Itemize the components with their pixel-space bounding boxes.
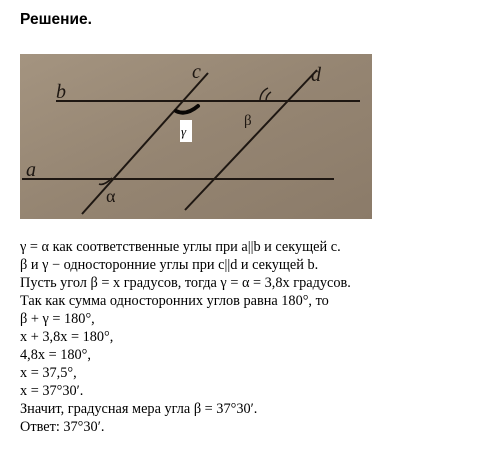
solution-line: x = 37°30′. xyxy=(20,383,84,399)
angle-beta-label: β xyxy=(244,113,252,129)
line-a-label: a xyxy=(26,159,36,181)
parallel-lines-diagram xyxy=(20,54,372,219)
line-b-label: b xyxy=(56,81,66,103)
solution-line: β и γ − односторонние углы при c||d и секущей b. xyxy=(20,257,319,273)
solution-line: 4,8x = 180°, xyxy=(20,347,91,363)
line-c-label: c xyxy=(192,61,201,83)
solution-heading: Решение. xyxy=(20,11,92,28)
solution-line: Так как сумма односторонних углов равна 180°, то xyxy=(20,293,329,309)
geometry-figure xyxy=(20,54,372,219)
answer-line: Ответ: 37°30′. xyxy=(20,419,105,435)
solution-line: Значит, градусная мера угла β = 37°30′. xyxy=(20,401,258,417)
line-d-label: d xyxy=(311,64,321,86)
solution-text xyxy=(20,238,351,436)
solution-line: γ = α как соответственные углы при a||b и секущей c. xyxy=(20,239,341,255)
solution-line: Пусть угол β = x градусов, тогда γ = α = 3,8x градусов. xyxy=(20,275,351,291)
solution-line: β + γ = 180°, xyxy=(20,311,95,327)
angle-gamma-label: γ xyxy=(181,124,187,139)
solution-line: x = 37,5°, xyxy=(20,365,77,381)
angle-alpha-label: α xyxy=(106,186,116,206)
solution-line: x + 3,8x = 180°, xyxy=(20,329,114,345)
